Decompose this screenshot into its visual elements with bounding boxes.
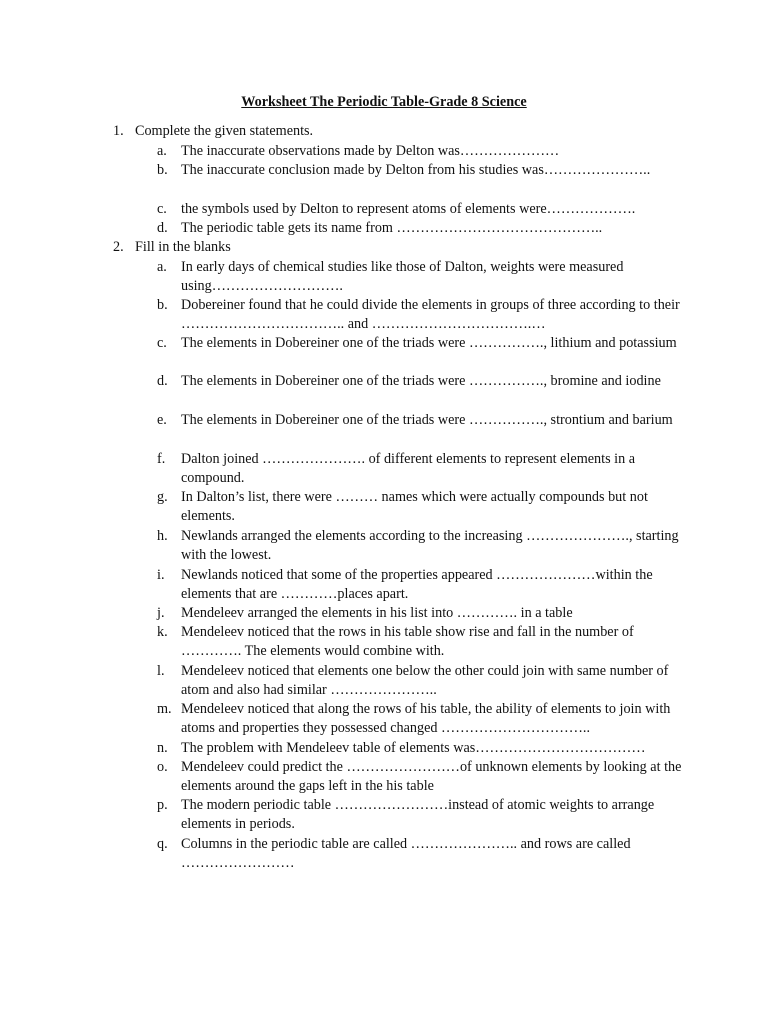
list-item xyxy=(157,700,682,738)
item-text: The problem with Mendeleev table of elements was……………………………… xyxy=(181,740,646,756)
list-item xyxy=(157,372,682,391)
item-text: Columns in the periodic table are called ………………….. and rows are called …………………… xyxy=(181,836,631,872)
list-item xyxy=(157,527,682,565)
list-item xyxy=(157,488,682,526)
list-item xyxy=(157,604,682,623)
list-item xyxy=(157,623,682,661)
list-item xyxy=(157,142,682,161)
item-letter: m. xyxy=(157,701,172,717)
item-letter: c. xyxy=(157,201,167,217)
item-letter: j. xyxy=(157,605,165,621)
item-text: Mendeleev arranged the elements in his list into …………. in a table xyxy=(181,605,573,621)
question-number: 1. xyxy=(113,123,124,139)
item-text: Mendeleev could predict the ……………………of unknown elements by looking at the elements around the gaps left in the his table xyxy=(181,759,682,795)
item-letter: p. xyxy=(157,797,168,813)
list-item xyxy=(157,450,682,488)
item-letter: g. xyxy=(157,489,168,505)
item-letter: i. xyxy=(157,567,165,583)
item-letter: e. xyxy=(157,412,167,428)
item-text: Mendeleev noticed that elements one below the other could join with same number of atom and also had similar ………………….. xyxy=(181,663,669,699)
list-item xyxy=(157,219,682,238)
item-text: The elements in Dobereiner one of the triads were ……………., lithium and potassium xyxy=(181,335,677,351)
question-text: Complete the given statements. xyxy=(135,123,314,139)
list-item xyxy=(157,662,682,700)
item-text: The periodic table gets its name from …………………………………….. xyxy=(181,220,603,236)
question-text: Fill in the blanks xyxy=(135,239,231,255)
item-letter: a. xyxy=(157,259,167,275)
item-text: The inaccurate conclusion made by Delton from his studies was………………….. xyxy=(181,162,651,178)
item-text: The elements in Dobereiner one of the triads were ……………., strontium and barium xyxy=(181,412,673,428)
question-number: 2. xyxy=(113,239,124,255)
list-item xyxy=(157,411,682,430)
item-letter: n. xyxy=(157,740,168,756)
item-letter: d. xyxy=(157,373,168,389)
question-2 xyxy=(113,238,231,257)
list-item xyxy=(157,334,682,353)
item-letter: a. xyxy=(157,143,167,159)
item-text: Newlands arranged the elements according to the increasing …………………., starting with the lowest. xyxy=(181,528,679,564)
item-text: In early days of chemical studies like those of Dalton, weights were measured using………………………. xyxy=(181,259,624,295)
item-letter: h. xyxy=(157,528,168,544)
item-letter: k. xyxy=(157,624,168,640)
item-letter: d. xyxy=(157,220,168,236)
item-text: The elements in Dobereiner one of the triads were ……………., bromine and iodine xyxy=(181,373,661,389)
list-item xyxy=(157,758,682,796)
item-letter: f. xyxy=(157,451,166,467)
item-letter: b. xyxy=(157,162,168,178)
item-letter: c. xyxy=(157,335,167,351)
list-item xyxy=(157,796,682,834)
item-letter: b. xyxy=(157,297,168,313)
item-letter: q. xyxy=(157,836,168,852)
item-text: Mendeleev noticed that the rows in his table show rise and fall in the number of …………. The elements would combine with. xyxy=(181,624,634,660)
question-1 xyxy=(113,122,313,141)
list-item xyxy=(157,566,682,604)
item-text: In Dalton’s list, there were ……… names which were actually compounds but not elements. xyxy=(181,489,648,525)
list-item xyxy=(157,296,682,334)
item-text: Dalton joined …………………. of different elements to represent elements in a compound. xyxy=(181,451,636,487)
page-title: Worksheet The Periodic Table-Grade 8 Science xyxy=(241,94,527,110)
item-text: the symbols used by Delton to represent atoms of elements were………………. xyxy=(181,201,636,217)
item-text: Dobereiner found that he could divide the elements in groups of three according to their …………………………….. and …………………………….… xyxy=(181,297,680,333)
item-letter: l. xyxy=(157,663,165,679)
item-text: The inaccurate observations made by Delton was………………… xyxy=(181,143,560,159)
list-item xyxy=(157,739,682,758)
item-letter: o. xyxy=(157,759,168,775)
list-item xyxy=(157,161,682,180)
list-item xyxy=(157,835,682,873)
item-text: Mendeleev noticed that along the rows of his table, the ability of elements to join with atoms and properties they possessed changed ………………………….. xyxy=(181,701,671,737)
list-item xyxy=(157,200,682,219)
item-text: The modern periodic table ……………………instead of atomic weights to arrange elements in periods. xyxy=(181,797,655,833)
item-text: Newlands noticed that some of the properties appeared …………………within the elements that are …………places apart. xyxy=(181,567,653,603)
list-item xyxy=(157,258,682,296)
